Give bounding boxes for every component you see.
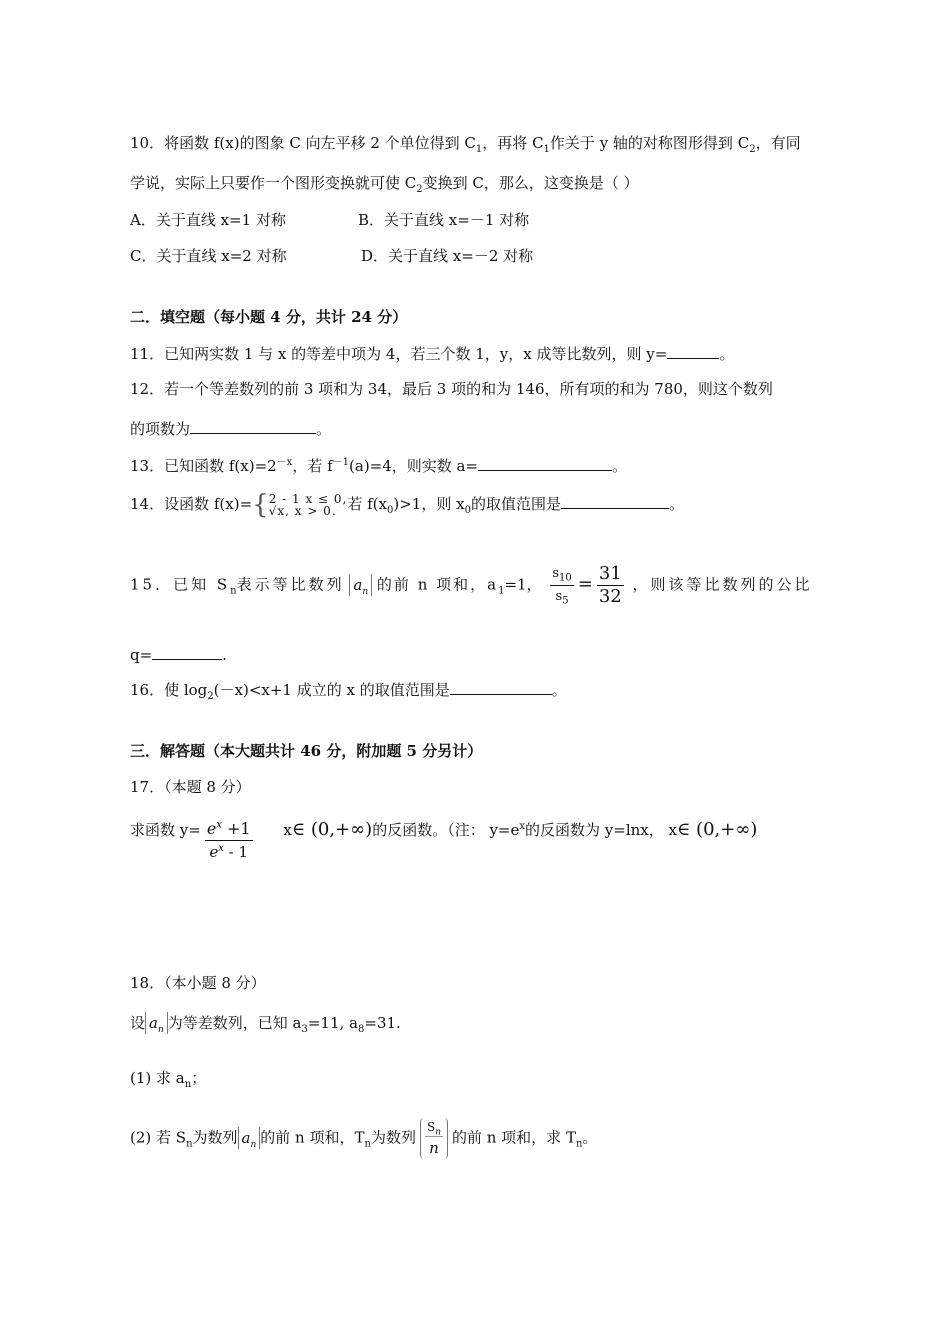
q18-part1: (1) 求 $a_n$； [130, 1069, 207, 1090]
piecewise-function: 2 - 1 x ≤ 0, √x, x > 0. [268, 492, 348, 518]
section-3-heading: 三．解答题（本大题共计 46 分，附加题 5 分另计） [130, 742, 483, 760]
q18-title: 18．（本小题 8 分） [130, 974, 266, 992]
piecewise-brace: { [252, 490, 269, 520]
q13-blank[interactable] [478, 456, 612, 471]
q12-blank[interactable] [190, 419, 316, 434]
q10-option-d: D．关于直线 x=－2 对称 [361, 247, 534, 265]
q10-option-c: C．关于直线 x=2 对称 [130, 247, 287, 265]
q14-blank[interactable] [561, 494, 669, 509]
sequence-sn-over-n: $\frac{S_n}{n}$ [420, 1118, 448, 1159]
q10-line2: 学说，实际上只要作一个图形变换就可使 $C_2$变换到 C，那么，这变换是（ ） [130, 174, 639, 195]
q17-title: 17．（本题 8 分） [130, 778, 251, 796]
q15-line2: q= . [130, 646, 227, 664]
sequence-an: $a_n$ [349, 574, 372, 596]
q11: 11．已知两实数 1 与 x 的等差中项为 4，若三个数 1，y，x 成等比数列，则 y= 。 [130, 345, 735, 363]
q17-fraction: $\frac{e^x +1}{e^x - 1}$ [206, 819, 251, 861]
q10-option-b: B．关于直线 x=－1 对称 [358, 211, 530, 229]
q12-line1: 12．若一个等差数列的前 3 项和为 34，最后 3 项的和为 146，所有项的和为 780，则这个数列 [130, 380, 773, 398]
q18-stem: 设 $a_n$ 为等差数列，已知 $a_3=11$, $a_8=31$. [130, 1014, 401, 1035]
sequence-an: $a_n$ [145, 1012, 168, 1034]
q16: 16．使 $\log_2(-x)<x+1$ 成立的 x 的取值范围是 。 [130, 681, 567, 702]
q12-line2: 的项数为 。 [130, 420, 332, 438]
fraction-31-32: $\frac{31}{32}$ [598, 563, 622, 607]
q15-line1: 15．已知 $S_n$表示等比数列 $a_n$ 的前 n 项和，$a_1=1$， $\frac{s_{10}}{s_5}$ = $\frac{31}{32}$ ，则该等比数列的公比 [130, 563, 813, 607]
q14: 14．设函数 f(x)={ 2 - 1 x ≤ 0, √x, x > 0. 若 $f(x_0)>1$，则 $x_0$的取值范围是 。 [130, 490, 684, 520]
q15-blank[interactable] [152, 645, 222, 660]
q11-blank[interactable] [667, 344, 719, 359]
q13: 13．已知函数 $f(x)=2^{-x}$，若 $f^{-1}(a)=4$，则实数 a= 。 [130, 457, 628, 475]
q10-line1: 10．将函数 f(x)的图象 C 向左平移 2 个单位得到 $C_1$，再将 $C_1$作关于 y 轴的对称图形得到 $C_2$，有同 [130, 134, 801, 155]
fraction-s10-s5: $\frac{s_{10}}{s_5}$ [550, 563, 573, 608]
q17-body: 求函数 y= $\frac{e^x +1}{e^x - 1}$ x∈ (0,+∞)的反函数。（注： $y=e^x$的反函数为 y=lnx， x∈ (0,+∞) [130, 819, 758, 861]
q10-option-a: A．关于直线 x=1 对称 [130, 211, 286, 229]
sequence-an: $a_n$ [238, 1127, 261, 1149]
q18-part2: (2) 若 $S_n$为数列 $a_n$ 的前 n 项和，$T_n$为数列 $\frac{S_n}{n}$ 的前 n 项和，求 $T_n$。 [130, 1120, 598, 1157]
q16-blank[interactable] [450, 680, 552, 695]
section-2-heading: 二．填空题（每小题 4 分，共计 24 分） [130, 308, 408, 326]
